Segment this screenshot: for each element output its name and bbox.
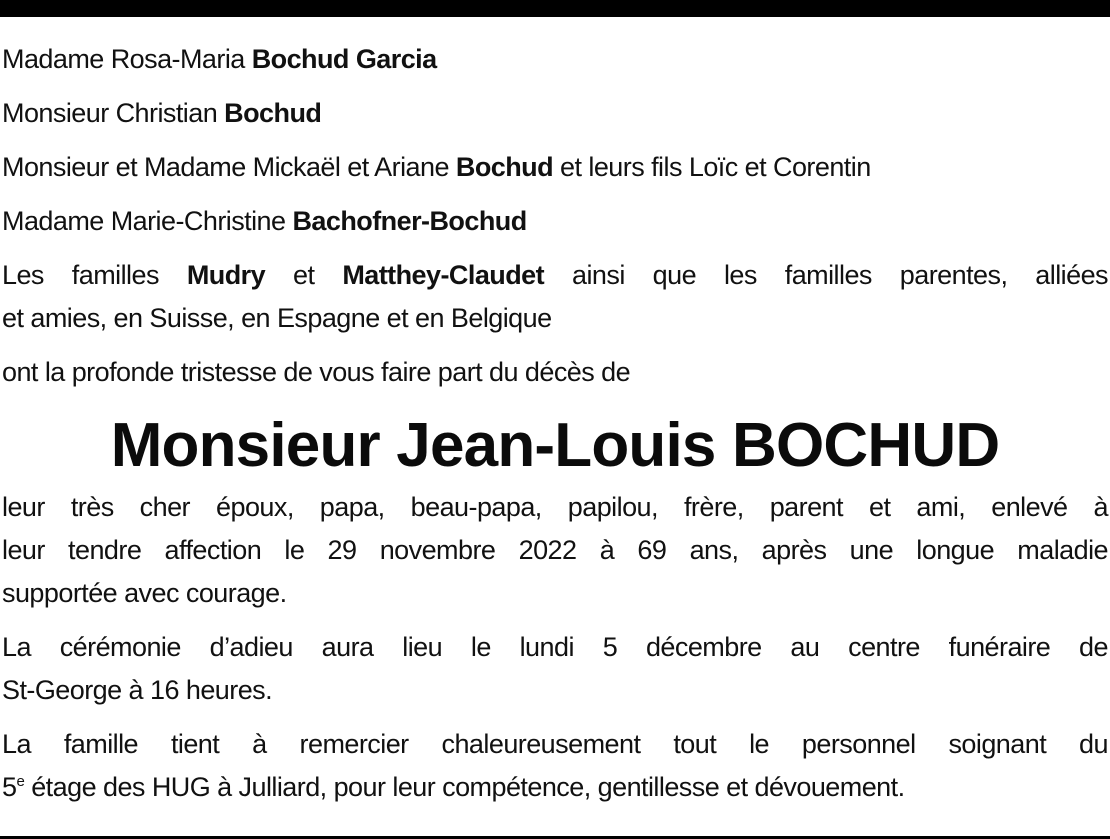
ceremony-line: La cérémonie d’adieu aura lieu le lundi 5 décembre au centre funéraire de <box>2 632 1108 662</box>
ceremony-line: St-George à 16 heures. <box>2 675 273 705</box>
announcement-text: ont la profonde tristesse de vous faire part du décès de <box>2 357 631 387</box>
obituary-notice <box>2 38 1108 809</box>
family-member-name: Madame Rosa-Maria <box>2 44 252 74</box>
floor-number: 5 <box>2 772 17 802</box>
thanks-text: étage des HUG à Julliard, pour leur compétence, gentillesse et dévouement. <box>24 772 905 802</box>
ordinal-suffix: e <box>16 773 25 790</box>
family-member-line <box>2 146 1108 189</box>
extended-families-line-2: et amies, en Suisse, en Espagne et en Belgique <box>2 303 552 333</box>
family-member-line <box>2 200 1108 243</box>
family-member-name: Madame Marie-Christine <box>2 206 293 236</box>
family-member-children: et leurs fils Loïc et Corentin <box>553 152 871 182</box>
family-member-surname: Bochud Garcia <box>251 44 437 74</box>
top-rule <box>0 0 1110 17</box>
family-surname-matthey-claudet: Matthey-Claudet <box>342 260 545 290</box>
tribute-line: leur très cher époux, papa, beau-papa, papilou, frère, parent et ami, enlevé à <box>2 492 1108 522</box>
tribute-line: supportée avec courage. <box>2 578 287 608</box>
extended-families-line <box>2 254 1108 297</box>
families-text: ainsi que les familles parentes, alliées <box>544 260 1108 290</box>
family-surname-mudry: Mudry <box>186 260 266 290</box>
deceased-name: Monsieur Jean-Louis BOCHUD <box>110 411 1000 480</box>
family-member-line <box>2 92 1108 135</box>
family-member-name: Monsieur Christian <box>2 98 225 128</box>
family-member-line <box>2 38 1108 81</box>
family-member-surname: Bachofner-Bochud <box>292 206 527 236</box>
tribute-line: leur tendre affection le 29 novembre 2022 à 69 ans, après une longue maladie <box>2 535 1108 565</box>
thanks-line <box>2 766 1108 809</box>
thanks-line: La famille tient à remercier chaleureusement tout le personnel soignant du <box>2 729 1108 759</box>
family-member-surname: Bochud <box>455 152 554 182</box>
family-member-name: Monsieur et Madame Mickaël et Ariane <box>2 152 456 182</box>
family-member-surname: Bochud <box>224 98 322 128</box>
families-text: et <box>265 260 343 290</box>
families-text: Les familles <box>2 260 187 290</box>
